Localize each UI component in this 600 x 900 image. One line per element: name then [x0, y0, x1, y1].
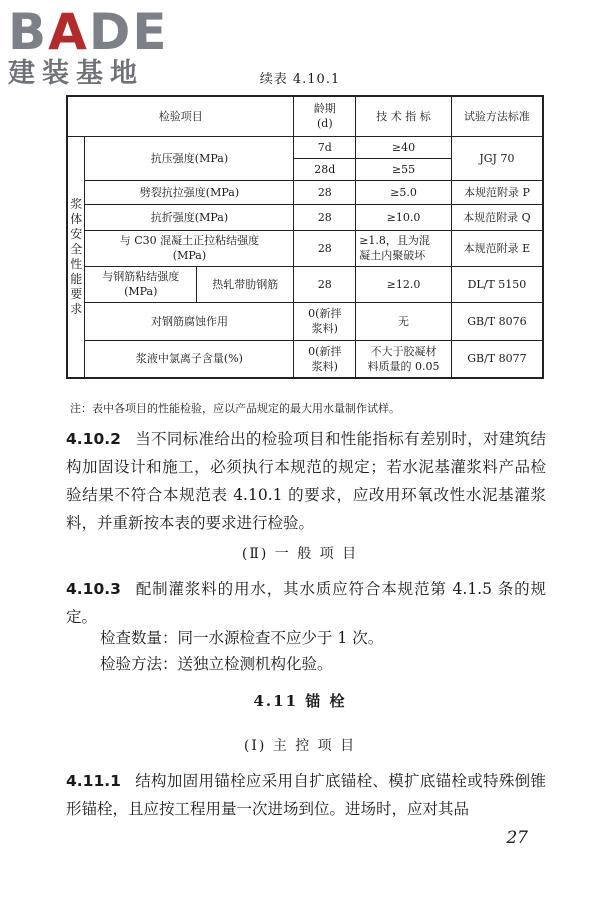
cell-method: DL/T 5150: [451, 266, 543, 302]
clause-number: 4.11.1: [66, 772, 121, 790]
cell-tech: ≥40: [356, 136, 452, 158]
subhead-general: (Ⅱ) 一 般 项 目: [241, 546, 359, 562]
clause-number: 4.10.2: [66, 430, 121, 448]
clause-4-10-3: [66, 575, 546, 631]
table-row: [67, 302, 543, 340]
table-row: [67, 136, 543, 158]
clause-text: 结构加固用锚栓应采用自扩底锚栓、模扩底锚栓或特殊倒锥形锚栓，且应按工程用量一次进场到位。进场时，应对其品: [66, 772, 546, 818]
table-note: 注：表中各项目的性能检验，应以产品规定的最大用水量制作试样。: [70, 402, 400, 415]
cell-method: GB/T 8076: [451, 302, 543, 340]
clause-number: 4.10.3: [66, 580, 121, 598]
brand-chinese-name: 建装基地: [8, 58, 144, 89]
cell-tech: ≥1.8，且为混 凝土内聚破坏: [356, 230, 452, 266]
subhead-main-control: (Ⅰ) 主 控 项 目: [243, 738, 357, 754]
cell-sub-label: 热轧带肋钢筋: [196, 266, 293, 302]
cell-label: 与钢筋粘结强度 (MPa): [85, 266, 197, 302]
cell-method: 本规范附录 P: [451, 180, 543, 204]
cell-tech: ≥10.0: [356, 204, 452, 230]
header-item: 检验项目: [67, 96, 294, 136]
cell-method: 本规范附录 E: [451, 230, 543, 266]
header-age: 龄期 (d): [294, 96, 356, 136]
cell-age: 28: [294, 266, 356, 302]
cell-method: GB/T 8077: [451, 340, 543, 378]
clause-4-10-2: [66, 425, 546, 537]
cell-tech: 无: [356, 302, 452, 340]
header-method: 试验方法标准: [451, 96, 543, 136]
cell-label: 与 C30 混凝土正拉粘结强度 (MPa): [85, 230, 294, 266]
cell-method: JGJ 70: [451, 136, 543, 180]
cell-age: 28d: [294, 158, 356, 180]
section-title: 4.11 锚 栓: [253, 692, 347, 710]
cell-age: 28: [294, 204, 356, 230]
cell-label: 抗折强度(MPa): [85, 204, 294, 230]
cell-age: 0(新拌 浆料): [294, 302, 356, 340]
table-header-row: [67, 96, 543, 136]
check-method: 检验方法：送独立检测机构化验。: [100, 655, 333, 673]
spec-table: [66, 95, 544, 379]
table-title: 续表 4.10.1: [259, 72, 341, 87]
cell-label: 劈裂抗拉强度(MPa): [85, 180, 294, 204]
table-row: [67, 230, 543, 266]
cell-tech: ≥5.0: [356, 180, 452, 204]
table-row: [67, 180, 543, 204]
brand-name: BADE: [8, 3, 169, 61]
cell-age: 28: [294, 230, 356, 266]
clause-4-11-1: [66, 767, 546, 823]
cell-tech: ≥55: [356, 158, 452, 180]
check-quantity: 检查数量：同一水源检查不应少于 1 次。: [100, 629, 384, 647]
cell-age: 7d: [294, 136, 356, 158]
cell-tech: 不大于胶凝材 料质量的 0.05: [356, 340, 452, 378]
table-row: [67, 204, 543, 230]
clause-text: 当不同标准给出的检验项目和性能指标有差别时，对建筑结构加固设计和施工，必须执行本规范的规定；若水泥基灌浆料产品检验结果不符合本规范表 4.10.1 的要求，应改用环氧改性水泥基灌浆料，并重新按本表的要求进行检验。: [66, 430, 546, 532]
cell-age: 0(新拌 浆料): [294, 340, 356, 378]
group-label: 浆体安全性能要求: [67, 136, 85, 378]
header-tech: 技 术 指 标: [356, 96, 452, 136]
cell-label: 浆液中氯离子含量(%): [85, 340, 294, 378]
page-number: 27: [506, 828, 528, 848]
cell-method: 本规范附录 Q: [451, 204, 543, 230]
table-row: [67, 340, 543, 378]
cell-label: 对钢筋腐蚀作用: [85, 302, 294, 340]
cell-tech: ≥12.0: [356, 266, 452, 302]
cell-label: 抗压强度(MPa): [85, 136, 294, 180]
table-row: [67, 266, 543, 302]
cell-age: 28: [294, 180, 356, 204]
clause-text: 配制灌浆料的用水，其水质应符合本规范第 4.1.5 条的规定。: [66, 580, 546, 626]
